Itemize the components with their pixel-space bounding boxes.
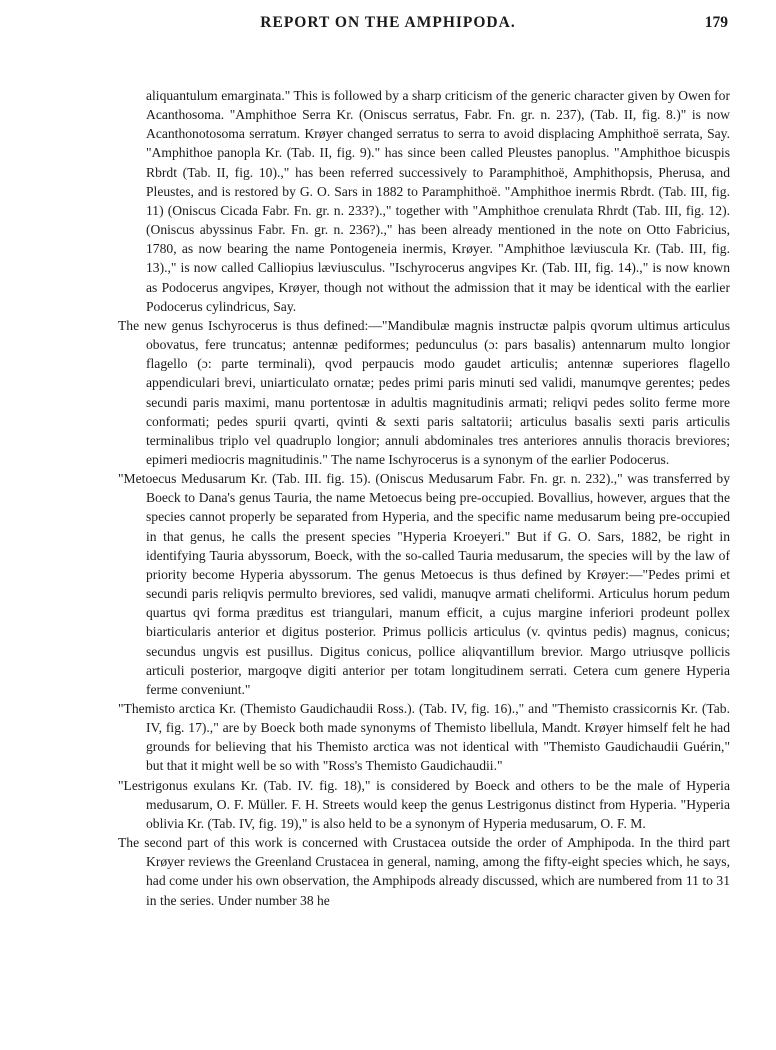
running-head: REPORT ON THE AMPHIPODA. — [260, 14, 516, 31]
paragraph-themisto: "Themisto arctica Kr. (Themisto Gaudichaudii Ross.). (Tab. IV, fig. 16).," and "Themisto crassicornis Kr. (Tab. IV, fig. 17).," are by Boeck both made synonyms of Themisto libellula, Mandt. Krøyer himself felt he had grounds for believing that his Themisto arctica was not identical with "Themisto Gaudichaudii Guérin," but that it might well be so with "Ross's Themisto Gaudichaudii." — [118, 701, 730, 774]
paragraph-continued: aliquantulum emarginata." This is followed by a sharp criticism of the generic character given by Owen for Acanthosoma. "Amphithoe Serra Kr. (Oniscus serratus, Fabr. Fn. gr. n. 237), (Tab. II, fig. 8.)" is now Acanthonotosoma serratum. Krøyer changed serratus to serra to avoid displacing Amphithoë serrata, Say. "Amphithoe panopla Kr. (Tab. II, fig. 9)." has since been called Pleustes panoplus. "Amphithoe bicuspis Rbrdt (Tab. II, fig. 10).," has been referred successively to Paramphithoë, Amphithopsis, Pherusa, and Pleustes, and is restored by G. O. Sars in 1882 to Paramphithoë. "Amphithoe inermis Rbrdt. (Tab. III, fig. 11) (Oniscus Cicada Fabr. Fn. gr. n. 233?).," together with "Amphithoe crenulata Rhrdt (Tab. III, fig. 12). (Oniscus abyssinus Fabr. Fn. gr. n. 236?).," has been already mentioned in the note on Otto Fabricius, 1780, as now bearing the name Pontogeneia inermis, Krøyer. "Amphithoe læviuscula Kr. (Tab. III, fig. 13).," is now called Calliopius læviusculus. "Ischyrocerus angvipes Kr. (Tab. III, fig. 14).," is now known as Podocerus angvipes, Krøyer, though not without the admission that it may be identical with the earlier Podocerus cylindricus, Say. — [146, 88, 730, 314]
paragraph-ischyrocerus: The new genus Ischyrocerus is thus defined:—"Mandibulæ magnis instructæ palpis qvorum ultimus articulus obovatus, fere truncatus; antennæ pediformes; pedunculus (ɔ: pars basalis) antennarum multo longior flagello (ɔ: parte terminali), qvod perpaucis modo gaudet articulis; antennæ superiores flagello appendiculari brevi, uniarticulato ornatæ; pedes primi paris minuti sed validi, manumqve gerentes; pedes secundi paris maximi, manu portentosæ in adultis magnitudinis armati; reliqvi pedes solito ferme more conformati; pedes spurii qvarti, qvinti & sexti paris saltatorii; articulus basalis sexti paris articulis terminalibus triplo vel quadruplo longior; annuli abdominales tres anteriores annulis thoracis breviores; epimeri mediocris magnitudinis." The name Ischyrocerus is a synonym of the earlier Podocerus. — [118, 317, 730, 467]
paragraph-metoecus: "Metoecus Medusarum Kr. (Tab. III. fig. 15). (Oniscus Medusarum Fabr. Fn. gr. n. 232).," was transferred by Boeck to Dana's genus Tauria, the name Metoecus being pre-occupied. Bovallius, however, argues that the species cannot properly be separated from Hyperia, and the specific name medusarum being pre-occupied in that genus, he calls the present species "Hyperia Kroeyeri." But if G. O. Sars, 1882, be right in identifying Tauria abyssorum, Boeck, with the so-called Tauria medusarum, the species will by the law of priority become Hyperia abyssorum. The genus Metoecus is thus defined by Krøyer:—"Pedes primi et secundi paris reliqvis permulto breviores, sed validi, manuqve armati cheliformi. Articulus horum pedum quartus qvi forma præditus est triangulari, manum efficit, a cujus margine inferiori prodeunt pollex biarticularis anterior et digitus posterior. Primus pollicis articulus (v. qvintus pedis) magnus, conicus; secundus ungvis est pusillus. Digitus conicus, pollice aliqvantillum brevior. Margo utriusqve pollicis articuli posterior, margoqve digiti anterior per totam longitudinem serrati. Cetera cum genere Hyperia ferme conveniunt." — [118, 471, 730, 697]
page-header — [0, 14, 776, 44]
page-number: 179 — [704, 14, 728, 31]
paragraph-lestrigonus: "Lestrigonus exulans Kr. (Tab. IV. fig. 18)," is considered by Boeck and others to be the male of Hyperia medusarum, O. F. Müller. F. H. Streets would keep the genus Lestrigonus distinct from Hyperia. "Hyperia oblivia Kr. (Tab. IV, fig. 19)," is also held to be a synonym of Hyperia medusarum, O. F. M. — [118, 777, 730, 831]
paragraph-second-part: The second part of this work is concerned with Crustacea outside the order of Amphipoda. In the third part Krøyer reviews the Greenland Crustacea in general, naming, among the fifty-eight species which, he says, had come under his own observation, the Amphipods already discussed, which are numbered from 11 to 31 in the series. Under number 38 he — [118, 835, 730, 908]
body-text — [118, 86, 730, 910]
